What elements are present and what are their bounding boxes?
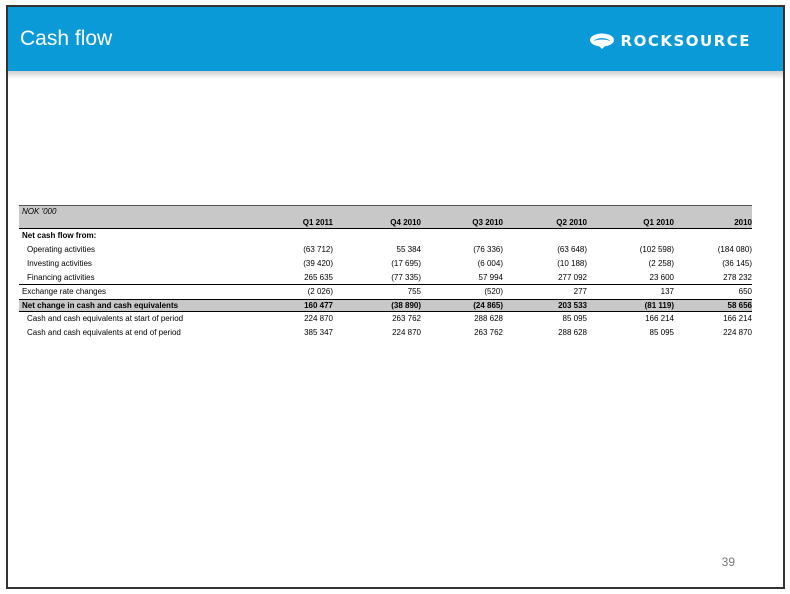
table-cell: (2 026) (307, 287, 333, 296)
table-cell: 288 628 (558, 328, 587, 337)
table-row (19, 312, 752, 326)
table-row (19, 243, 752, 257)
table-cell: (39 420) (303, 259, 333, 268)
table-cell: 278 232 (723, 273, 752, 282)
table-cell: 57 994 (478, 273, 503, 282)
cash-flow-table (19, 205, 752, 340)
slide-title: Cash flow (20, 27, 113, 50)
table-row (19, 257, 752, 271)
row-label: Exchange rate changes (22, 287, 107, 296)
table-cell: 23 600 (649, 273, 674, 282)
table-cell: 85 095 (562, 314, 587, 323)
table-row (19, 285, 752, 299)
row-label: Investing activities (27, 259, 92, 268)
logo-text: ROCKSOURCE (620, 32, 751, 50)
table-cell: 265 635 (304, 273, 333, 282)
table-cell: (24 865) (473, 301, 503, 310)
table-cell: (184 080) (717, 245, 752, 254)
table-cell: (36 145) (722, 259, 752, 268)
row-label: Cash and cash equivalents at end of period (27, 328, 181, 337)
page-number: 39 (721, 555, 735, 569)
table-cell: 58 656 (727, 301, 752, 310)
table-cell: 203 533 (558, 301, 587, 310)
table-cell: (81 119) (644, 301, 674, 310)
column-header: Q3 2010 (472, 218, 503, 227)
table-cell: (10 188) (557, 259, 587, 268)
table-cell: (102 598) (639, 245, 674, 254)
company-logo (589, 30, 751, 52)
column-header: Q1 2010 (643, 218, 674, 227)
row-label: Operating activities (27, 245, 96, 254)
table-row (19, 326, 752, 340)
table-header-row (19, 205, 752, 228)
table-cell: 160 477 (304, 301, 333, 310)
column-header: 2010 (734, 218, 752, 227)
column-header: Q4 2010 (390, 218, 421, 227)
header-shadow (8, 71, 783, 79)
table-cell: (2 258) (648, 259, 674, 268)
table-cell: 263 762 (392, 314, 421, 323)
table-cell: 85 095 (649, 328, 674, 337)
table-cell: (17 695) (391, 259, 421, 268)
table-cell: 166 214 (645, 314, 674, 323)
table-cell: (63 712) (303, 245, 333, 254)
unit-label: NOK '000 (22, 207, 57, 216)
table-cell: 263 762 (474, 328, 503, 337)
table-cell: (76 336) (473, 245, 503, 254)
row-label: Cash and cash equivalents at start of period (27, 314, 184, 323)
table-cell: 166 214 (723, 314, 752, 323)
table-cell: 277 (573, 287, 587, 296)
total-row (19, 299, 752, 312)
table-cell: (63 648) (557, 245, 587, 254)
row-label: Financing activities (27, 273, 95, 282)
table-cell: 385 347 (304, 328, 333, 337)
slide (6, 5, 785, 589)
row-label: Net change in cash and cash equivalents (22, 301, 179, 310)
table-cell: (77 335) (391, 273, 421, 282)
section-row (19, 229, 752, 243)
table-cell: (38 890) (391, 301, 421, 310)
table-cell: 755 (407, 287, 421, 296)
table-cell: 224 870 (304, 314, 333, 323)
table-cell: 137 (660, 287, 674, 296)
table-cell: 224 870 (723, 328, 752, 337)
table-cell: (6 004) (477, 259, 503, 268)
column-header: Q1 2011 (302, 218, 333, 227)
table-cell: 277 092 (558, 273, 587, 282)
section-label: Net cash flow from: (22, 231, 97, 240)
table-cell: 55 384 (396, 245, 421, 254)
table-cell: 224 870 (392, 328, 421, 337)
table-cell: 288 628 (474, 314, 503, 323)
rock-logo-icon (589, 32, 615, 50)
slide-header (8, 7, 783, 71)
column-header: Q2 2010 (556, 218, 587, 227)
table-row (19, 271, 752, 285)
table-cell: (520) (484, 287, 503, 296)
table-cell: 650 (738, 287, 752, 296)
